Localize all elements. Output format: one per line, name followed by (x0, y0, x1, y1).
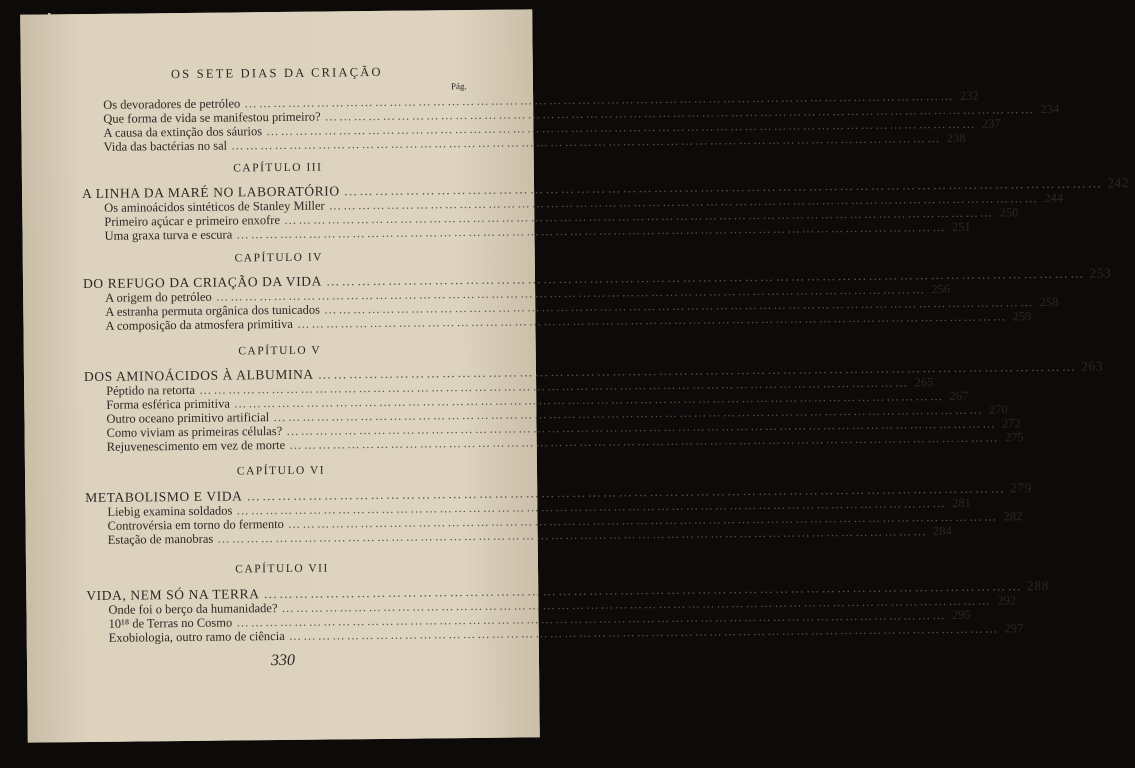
toc-entry-page: 251 (951, 219, 971, 234)
toc-entry-page: 282 (1003, 509, 1023, 524)
chapter-title: METABOLISMO E VIDA (85, 488, 243, 506)
toc-entry-title: A estranha permuta orgânica dos tunicados (105, 302, 321, 319)
toc-entry-page: 275 (1004, 430, 1024, 445)
toc-entry-title: Péptido na retorta (106, 382, 196, 398)
running-header: OS SETE DIAS DA CRIAÇÃO (170, 64, 383, 82)
toc-entry-page: 258 (1039, 294, 1059, 310)
toc-entry-title: Que forma de vida se manifestou primeiro? (103, 109, 321, 126)
chapter-label: CAPÍTULO VI (236, 464, 326, 478)
toc-entry-page: 234 (1040, 101, 1060, 117)
chapter-label: CAPÍTULO IV (234, 251, 324, 265)
chapter-title: DO REFUGO DA CRIAÇÃO DA VIDA (82, 273, 323, 292)
page-number: 330 (270, 651, 296, 670)
chapter-title: A LINHA DA MARÉ NO LABORATÓRIO (82, 183, 340, 202)
toc-entry-page: 237 (981, 116, 1001, 131)
toc-entry-title: 10¹⁸ de Terras no Cosmo (108, 615, 233, 631)
toc-entry-page: 297 (1004, 621, 1024, 636)
book-page (20, 9, 1130, 742)
toc-entry-title: Liebig examina soldados (107, 503, 233, 519)
toc-entry-title: A causa da extinção dos sáurios (103, 124, 263, 140)
toc-entry-title: Forma esférica primitiva (106, 396, 230, 412)
toc-entry-title: Os aminoácidos sintéticos de Stanley Miller (104, 198, 325, 215)
toc-entry-page: 267 (949, 388, 969, 403)
chapter-page: 253 (1089, 265, 1112, 281)
toc-entry-title: Como viviam as primeiras células? (106, 423, 283, 440)
toc-entry-page: 256 (931, 281, 951, 297)
chapter-page: 288 (1026, 577, 1050, 594)
chapter-title: VIDA, NEM SÓ NA TERRA (86, 586, 260, 604)
toc-entry-page: 232 (959, 88, 979, 103)
toc-entry-page: 295 (951, 607, 971, 622)
page-column-label: Pág. (450, 81, 467, 92)
toc-entry-title: Outro oceano primitivo artificial (106, 410, 270, 426)
toc-entry-page: 272 (1001, 416, 1021, 431)
chapter-page: 263 (1081, 358, 1104, 374)
toc-entry-page: 244 (1044, 190, 1064, 205)
chapter-label: CAPÍTULO VII (235, 562, 329, 576)
toc-entry-title: Estação de manobras (107, 531, 214, 547)
toc-entry-title: Uma graxa turva e escura (104, 227, 233, 243)
toc-entry-title: Controvérsia em torno do fermento (107, 516, 284, 533)
toc-entry-page: 281 (952, 495, 971, 510)
toc-entry-title: A composição da atmosfera primitiva (105, 316, 293, 333)
toc-entry-title: Vida das bactérias no sal (103, 138, 228, 154)
toc-entry-page: 270 (988, 402, 1008, 417)
toc-entry-title: Primeiro açúcar e primeiro enxofre (104, 212, 281, 229)
toc-entry-title: A origem do petróleo (105, 289, 212, 305)
toc-entry-title: Rejuvenescimento em vez de morte (106, 437, 286, 454)
toc-entry-page: 259 (1012, 309, 1032, 324)
toc-entry-title: Exobiologia, outro ramo de ciência (108, 628, 285, 645)
chapter-label: CAPÍTULO III (233, 161, 323, 175)
toc-entry-title: Onde foi o berço da humanidade? (108, 601, 278, 617)
toc-entry-page: 284 (932, 523, 952, 539)
chapter-label: CAPÍTULO V (238, 344, 322, 358)
chapter-page: 242 (1107, 175, 1130, 191)
toc-entry-page: 265 (914, 375, 934, 390)
toc-entry-title: Os devoradores de petróleo (103, 96, 241, 112)
chapter-title: DOS AMINOÁCIDOS À ALBUMINA (83, 366, 314, 385)
toc-entry-page: 250 (999, 205, 1019, 220)
toc-entry-page: 238 (946, 130, 966, 146)
chapter-page: 279 (1009, 480, 1033, 496)
toc-entry-page: 292 (997, 593, 1016, 608)
